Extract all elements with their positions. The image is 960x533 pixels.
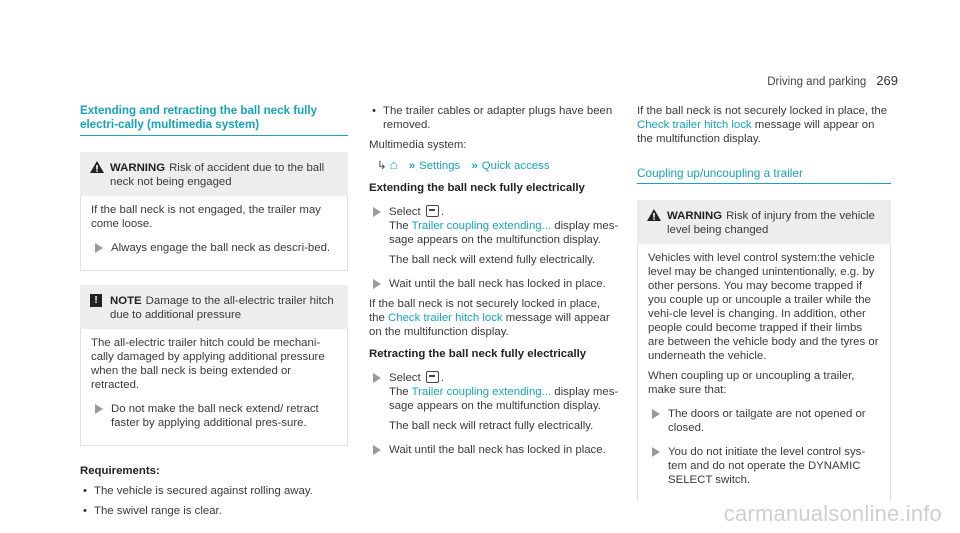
requirement-item: • The trailer cables or adapter plugs have been removed. bbox=[369, 104, 619, 132]
trailer-hitch-icon bbox=[426, 205, 439, 217]
step-text: Wait until the ball neck has locked in place. bbox=[389, 278, 606, 290]
page-header bbox=[767, 74, 898, 89]
warning-box-2 bbox=[637, 200, 891, 244]
warning-text: Risk of injury from the vehicle level being changed bbox=[667, 210, 875, 236]
text: message will appear on the multifunction display. bbox=[369, 312, 610, 338]
action-step bbox=[369, 277, 619, 291]
page-number: 269 bbox=[876, 73, 898, 88]
column-3 bbox=[637, 104, 891, 502]
menu-path bbox=[369, 158, 619, 173]
step-arrow-icon bbox=[95, 404, 103, 414]
warning-label: WARNING bbox=[667, 210, 723, 222]
step-text: Always engage the ball neck as descri-bed. bbox=[111, 242, 331, 254]
note-body bbox=[80, 329, 348, 446]
home-icon: ⌂ bbox=[389, 157, 398, 172]
chevron-icon: » bbox=[408, 160, 416, 172]
note-body-text: The all-electric trailer hitch could be mechani-cally damaged by applying additional pressure when the ball neck is being extended or retracted. bbox=[91, 337, 325, 391]
select-text: Select bbox=[389, 372, 421, 384]
section-name: Driving and parking bbox=[767, 76, 867, 88]
intro-text bbox=[637, 104, 891, 146]
check-lock-message: Check trailer hitch lock bbox=[388, 312, 503, 324]
note-box bbox=[80, 285, 348, 329]
warning-body-text: If the ball neck is not engaged, the trailer may come loose. bbox=[91, 204, 321, 230]
text: If the ball neck is not securely locked in place, the bbox=[637, 105, 888, 117]
step-text: Do not make the ball neck extend/ retract faster by applying additional pres-sure. bbox=[111, 403, 319, 429]
action-step bbox=[648, 445, 880, 487]
step-arrow-icon bbox=[652, 447, 660, 457]
sub-title: Vehicles with level control system: bbox=[648, 252, 821, 264]
when-coupling-text: When coupling up or uncoupling a trailer, make sure that: bbox=[648, 370, 855, 396]
warning-triangle-icon bbox=[647, 209, 661, 221]
extend-title: Extending the ball neck fully electrically bbox=[369, 182, 585, 194]
action-step bbox=[91, 241, 337, 255]
retract-fully-text: The ball neck will retract fully electrically. bbox=[389, 420, 594, 432]
warning-body-1 bbox=[80, 196, 348, 271]
section-title-coupling: Coupling up/uncoupling a trailer bbox=[637, 166, 891, 184]
column-1 bbox=[80, 104, 348, 524]
requirement-item: • The vehicle is secured against rolling away. bbox=[80, 484, 348, 498]
warning-text: Risk of accident due to the ball neck not being engaged bbox=[110, 162, 325, 188]
msg-post: display mes-sage appears on the multifunction display. bbox=[389, 386, 619, 412]
section-title-extending: Extending and retracting the ball neck fully electri-cally (multimedia system) bbox=[80, 104, 348, 136]
step-text: Wait until the ball neck has locked in place. bbox=[389, 444, 606, 456]
action-step bbox=[91, 402, 337, 430]
menu-settings: Settings bbox=[419, 160, 461, 172]
note-text: Damage to the all-electric trailer hitch due to additional pressure bbox=[110, 295, 334, 321]
column-2 bbox=[369, 104, 619, 463]
extend-fully-text: The ball neck will extend fully electrically. bbox=[389, 254, 596, 266]
action-step: Select . The Trailer coupling extending... display mes-sage appears on the multifunction display. The ball neck will extend fully electrically. bbox=[369, 205, 619, 267]
chevron-icon: » bbox=[471, 160, 478, 172]
msg-pre: The bbox=[389, 386, 409, 398]
step-arrow-icon bbox=[373, 373, 381, 383]
level-control-text bbox=[648, 251, 880, 363]
requirements-title: Requirements: bbox=[80, 465, 160, 477]
exclamation-icon: ! bbox=[90, 294, 102, 307]
display-message-link: Trailer coupling extending... bbox=[411, 386, 552, 398]
trailer-hitch-icon bbox=[426, 371, 439, 383]
msg-post: display mes-sage appears on the multifunction display. bbox=[389, 220, 619, 246]
requirement-item: • The swivel range is clear. bbox=[80, 504, 348, 518]
step-arrow-icon bbox=[652, 409, 660, 419]
warning-body-2 bbox=[637, 244, 891, 502]
multimedia-label: Multimedia system: bbox=[369, 139, 467, 151]
not-locked-text bbox=[369, 297, 619, 339]
select-text: Select bbox=[389, 206, 421, 218]
action-step bbox=[648, 407, 880, 435]
warning-label: WARNING bbox=[110, 162, 166, 174]
step-arrow-icon bbox=[95, 243, 103, 253]
return-arrow-icon: ↳ bbox=[377, 160, 387, 172]
warning-box-1 bbox=[80, 152, 348, 196]
step-text: The doors or tailgate are not opened or closed. bbox=[668, 408, 866, 434]
check-lock-message: Check trailer hitch lock bbox=[637, 119, 752, 131]
sub-text: the vehicle level may be changed unintentionally, e.g. by other persons. You may become trapped if you couple up or uncouple a trailer while the vehi-cle level is changing. In addition, other people could become trapped if their limbs are between the vehicle body and the tyres or underneath the vehicle. bbox=[648, 252, 879, 362]
text: message will appear on the multifunction display. bbox=[637, 119, 875, 145]
menu-quick-access: Quick access bbox=[481, 160, 550, 172]
msg-pre: The bbox=[389, 220, 409, 232]
display-message-link: Trailer coupling extending... bbox=[411, 220, 552, 232]
step-arrow-icon bbox=[373, 207, 381, 217]
step-text: You do not initiate the level control sys-tem and do not operate the DYNAMIC SELECT switch. bbox=[668, 446, 866, 486]
note-label: NOTE bbox=[110, 295, 142, 307]
retract-title: Retracting the ball neck fully electrically bbox=[369, 348, 587, 360]
step-arrow-icon bbox=[373, 445, 381, 455]
warning-triangle-icon bbox=[90, 161, 104, 173]
watermark: carmanualsonline.info bbox=[723, 501, 942, 526]
text: If the ball neck is not securely locked in place, the bbox=[369, 298, 601, 324]
action-step bbox=[369, 443, 619, 457]
step-arrow-icon bbox=[373, 279, 381, 289]
action-step: Select . The Trailer coupling extending... display mes-sage appears on the multifunction display. The ball neck will retract fully electrically. bbox=[369, 371, 619, 433]
